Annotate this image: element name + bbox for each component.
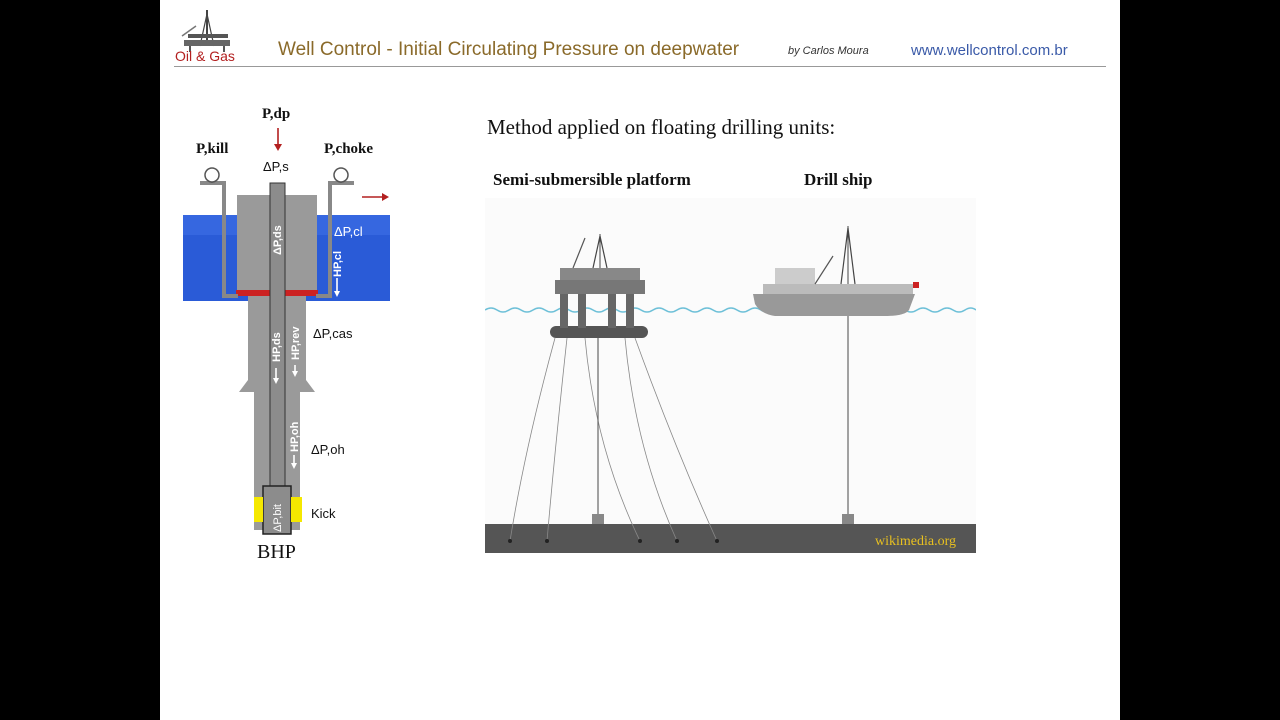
kick-zone-left bbox=[254, 497, 263, 522]
semi-wellhead-icon bbox=[592, 514, 604, 524]
author: by Carlos Moura bbox=[788, 45, 869, 57]
choke-gauge-icon bbox=[334, 168, 348, 182]
website-link[interactable]: www.wellcontrol.com.br bbox=[911, 42, 1068, 59]
dp-oh-label: ΔP,oh bbox=[311, 442, 345, 457]
semi-submersible-label: Semi-submersible platform bbox=[493, 170, 691, 189]
bhp-label: BHP bbox=[257, 541, 296, 563]
hp-oh-label: HP,oh bbox=[289, 421, 301, 452]
slide bbox=[160, 0, 1120, 720]
p-dp-label: P,dp bbox=[262, 106, 291, 122]
ship-wellhead-icon bbox=[842, 514, 854, 524]
choke-outflow-arrow-icon bbox=[382, 193, 389, 201]
hp-cl-label: HP,cl bbox=[332, 250, 344, 277]
floating-units-illustration bbox=[485, 198, 976, 553]
method-text: Method applied on floating drilling units: bbox=[487, 115, 836, 139]
kick-label: Kick bbox=[311, 506, 336, 521]
dp-ds-label: ΔP,ds bbox=[272, 225, 284, 255]
p-choke-label: P,choke bbox=[324, 141, 374, 157]
logo-text: Oil & Gas bbox=[175, 48, 235, 64]
hp-ds-label: HP,ds bbox=[271, 332, 283, 362]
dp-s-label: ΔP,s bbox=[263, 159, 289, 174]
well-diagram bbox=[160, 0, 460, 600]
dp-cl-label: ΔP,cl bbox=[334, 224, 363, 239]
kick-zone-right bbox=[291, 497, 302, 522]
pdp-arrow-icon bbox=[274, 144, 282, 151]
page-title: Well Control - Initial Circulating Pressure on deepwater bbox=[278, 39, 740, 60]
image-credit: wikimedia.org bbox=[875, 534, 957, 549]
dp-cas-label: ΔP,cas bbox=[313, 326, 353, 341]
kill-gauge-icon bbox=[205, 168, 219, 182]
p-kill-label: P,kill bbox=[196, 141, 229, 157]
dp-bit-label: ΔP,bit bbox=[272, 504, 284, 532]
hp-rev-label: HP,rev bbox=[290, 326, 302, 360]
drill-ship-label: Drill ship bbox=[804, 170, 873, 189]
